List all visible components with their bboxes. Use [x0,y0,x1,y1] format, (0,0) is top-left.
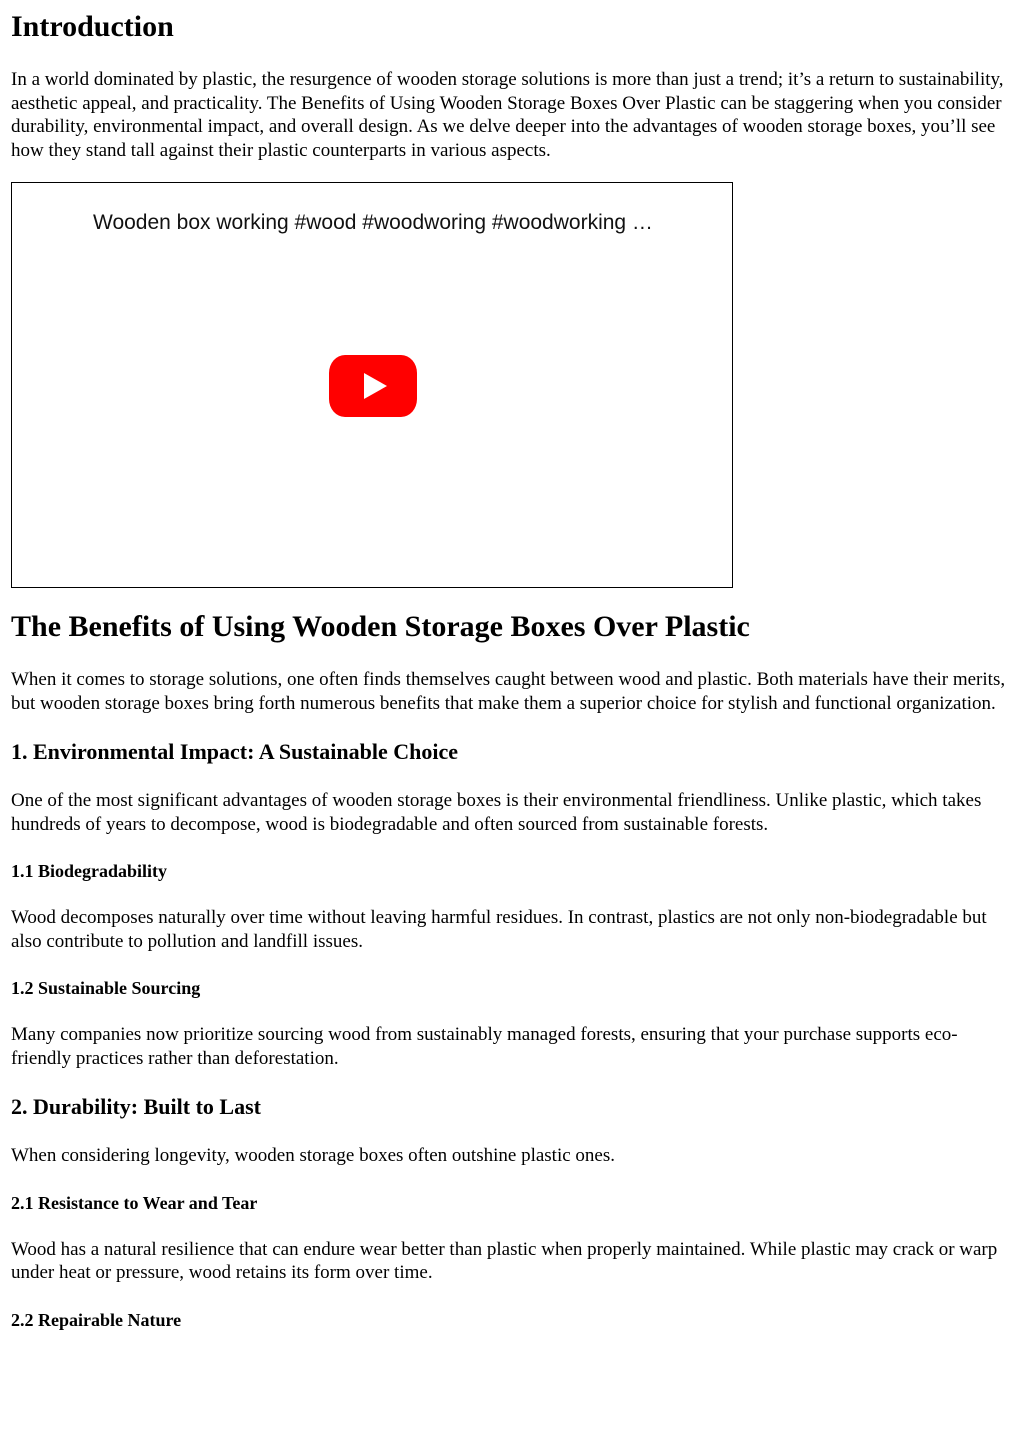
section1-2-paragraph: Many companies now prioritize sourcing wood from sustainably managed forests, ensuring that your purchase supports eco-friendly practices rather than deforestation. [11,1024,958,1069]
section1-paragraph: One of the most significant advantages of wooden storage boxes is their environmental friendliness. Unlike plastic, which takes hundreds of years to decompose, wood is biodegradable and often sourced from sustainable forests. [11,790,982,835]
section1-2-heading: 1.2 Sustainable Sourcing [11,978,201,998]
section1-1-paragraph: Wood decomposes naturally over time without leaving harmful residues. In contrast, plastics are not only non-biodegradable but also contribute to pollution and landfill issues. [11,907,987,952]
section1-1-heading: 1.1 Biodegradability [11,861,168,881]
article [0,10,1024,1331]
youtube-play-icon[interactable] [329,355,417,417]
benefits-paragraph: When it comes to storage solutions, one often finds themselves caught between wood and plastic. Both materials have their merits, but wooden storage boxes bring forth numerous benefits that make them a superior choice for stylish and functional organization. [11,669,1006,714]
section2-paragraph: When considering longevity, wooden storage boxes often outshine plastic ones. [11,1145,615,1166]
section2-2-heading: 2.2 Repairable Nature [11,1309,182,1330]
play-triangle-icon [364,373,387,399]
intro-paragraph: In a world dominated by plastic, the resurgence of wooden storage solutions is more than just a trend; it’s a return to sustainability, aesthetic appeal, and practicality. The Benefits of Using Wooden Storage Boxes Over Plastic can be staggering when you consider durability, environmental impact, and overall design. As we delve deeper into the advantages of wooden storage boxes, you’ll see how they stand tall against their plastic counterparts in various aspects. [11,69,1004,161]
section2-heading: 2. Durability: Built to Last [11,1094,261,1119]
embedded-video[interactable] [11,182,733,588]
section2-1-paragraph: Wood has a natural resilience that can endure wear better than plastic when properly maintained. While plastic may crack or warp under heat or pressure, wood retains its form over time. [11,1238,998,1283]
video-title[interactable]: Wooden box working #wood #woodworing #woodworking … [93,211,653,234]
section2-1-heading: 2.1 Resistance to Wear and Tear [11,1192,258,1213]
benefits-heading: The Benefits of Using Wooden Storage Boxes Over Plastic [11,610,750,643]
section1-heading: 1. Environmental Impact: A Sustainable Choice [11,739,458,764]
intro-heading: Introduction [11,10,174,43]
